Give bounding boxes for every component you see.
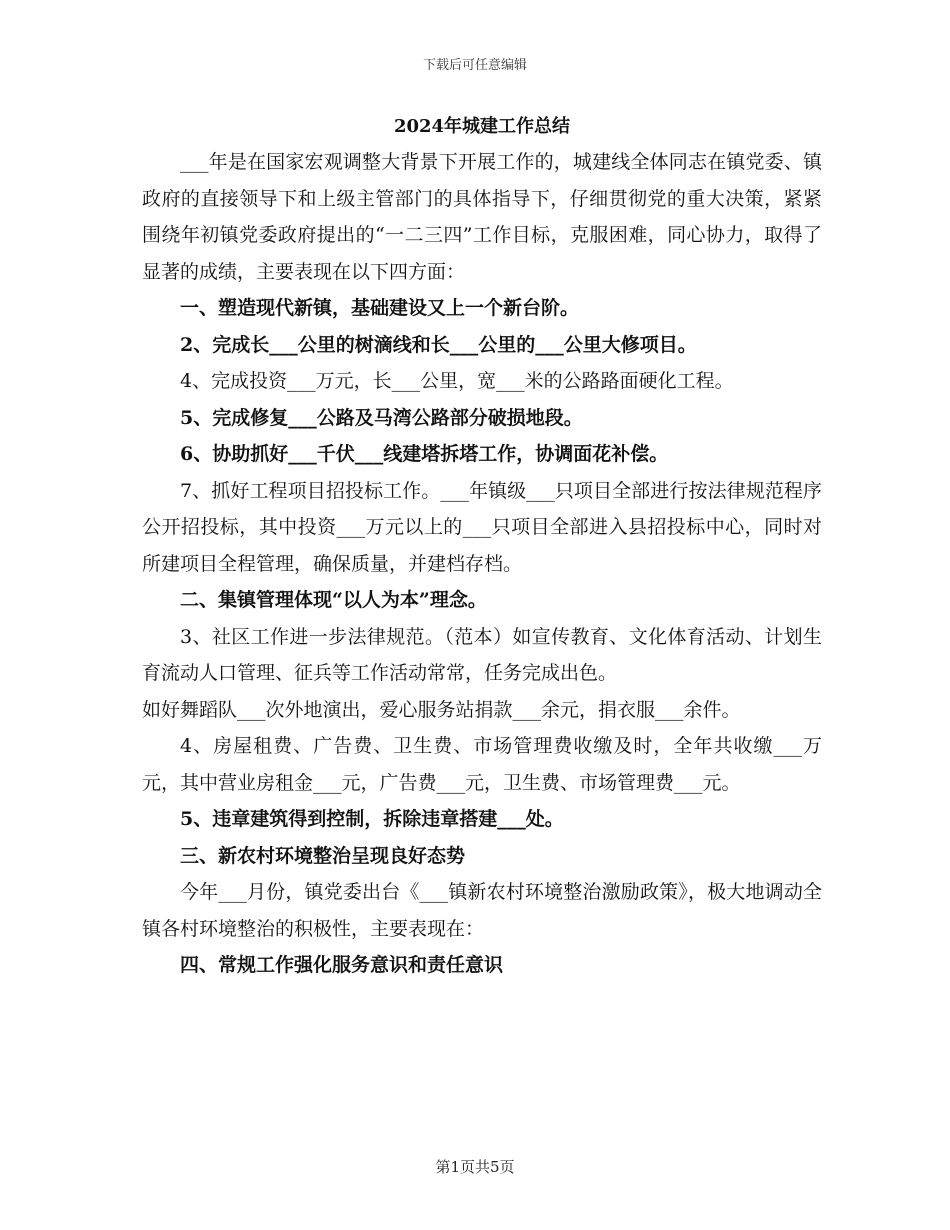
section-heading: 二、集镇管理体现“以人为本”理念。 [180,589,487,611]
document-body [142,112,822,984]
body-paragraph: ___年是在国家宏观调整大背景下开展工作的，城建线全体同志在镇党委、镇政府的直接领导下和上级主管部门的具体指导下，仔细贯彻党的重大决策，紧紧围绕年初镇党委政府提出的“一二三四”工作目标，克服困难，同心协力，取得了显著的成绩，主要表现在以下四方面： [142,151,822,283]
paragraph-list [142,144,822,984]
section-heading: 一、塑造现代新镇，基础建设又上一个新台阶。 [180,297,580,319]
document-title: 2024年城建工作总结 [393,116,571,137]
section-heading: 6、协助抓好___千伏___线建塔拆塔工作，协调面花补偿。 [180,443,669,465]
section-heading: 三、新农村环境整治呈现良好态势 [180,844,466,867]
body-paragraph: 3、社区工作进一步法律规范。（范本）如宣传教育、文化体育活动、计划生育流动人口管理、征兵等工作活动常常，任务完成出色。 [142,625,822,684]
body-paragraph: 7、抓好工程项目招投标工作。___年镇级___只项目全部进行按法律规范程序公开招投标，其中投资___万元以上的___只项目全部进入县招投标中心，同时对所建项目全程管理，确保质量，并建档存档。 [142,479,822,575]
section-heading: 5、违章建筑得到控制，拆除违章搭建___处。 [180,808,564,830]
section-heading: 四、常规工作强化服务意识和责任意识 [180,954,504,976]
body-paragraph: 4、房屋租费、广告费、卫生费、市场管理费收缴及时，全年共收缴___万元，其中营业房租金___元，广告费___元，卫生费、市场管理费___元。 [142,735,822,794]
section-heading: 2、完成长___公里的树滴线和长___公里的___公里大修项目。 [180,333,697,356]
section-heading: 5、完成修复___公路及马湾公路部分破损地段。 [180,406,583,429]
body-paragraph: 如好舞蹈队___次外地演出，爱心服务站捐款___余元，捐衣服___余件。 [142,698,741,721]
page-footer: 第1页共5页 [435,1158,515,1176]
body-paragraph: 今年___月份，镇党委出台《___镇新农村环境整治激励政策》，极大地调动全镇各村环境整治的积极性，主要表现在： [142,881,822,940]
body-paragraph: 4、完成投资___万元，长___公里，宽___米的公路路面硬化工程。 [180,370,734,392]
page-header: 下载后可任意编辑 [422,58,527,73]
